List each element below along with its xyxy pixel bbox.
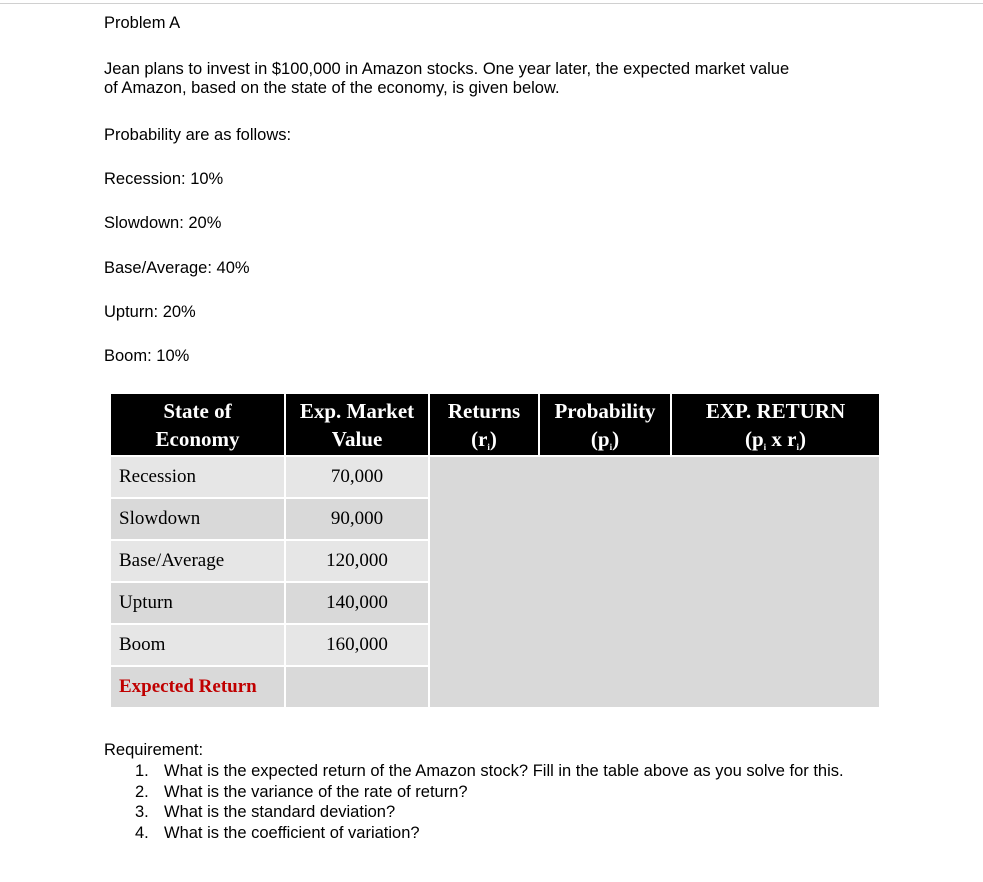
header-returns: Returns $(r_i)$ [429,394,539,456]
list-item: 2. What is the variance of the rate of return? [135,782,468,801]
state-cell: Upturn [111,582,285,624]
market-value-cell: 160,000 [285,624,429,666]
header-probability: Probability $(p_i)$ [539,394,671,456]
header-state-of-economy: State of Economy [111,394,285,456]
list-item: 3. What is the standard deviation? [135,803,396,821]
market-value-cell: 90,000 [285,498,429,540]
probability-base-average: Base/Average: 40% [104,259,250,277]
probability-boom: Boom: 10% [104,347,190,365]
expected-return-value-cell[interactable] [285,666,429,707]
market-value-cell: 70,000 [285,456,429,498]
header-exp-return: EXP. RETURN ($p_i$ x $r_i$) [671,394,879,456]
market-value-cell: 120,000 [285,540,429,582]
state-cell: Base/Average [111,540,285,582]
state-cell: Boom [111,624,285,666]
probability-recession: Recession: 10% [104,170,224,188]
state-cell: Recession [111,456,285,498]
market-value-cell: 140,000 [285,582,429,624]
intro-line-1: Jean plans to invest in $100,000 in Amazon stocks. One year later, the expected market value [104,60,790,78]
intro-paragraph [104,60,789,98]
state-cell: Slowdown [111,498,285,540]
probability-heading: Probability are as follows: [104,126,292,144]
expected-return-table [111,394,879,707]
table-row [111,456,879,498]
problem-title: Problem A [104,14,181,32]
header-exp-market-value: Exp. Market Value [285,394,429,456]
question-list [135,761,884,843]
list-item: 4. What is the coefficient of variation? [135,823,420,842]
intro-line-2: of Amazon, based on the state of the economy, is given below. [104,79,560,97]
requirement-heading: Requirement: [104,741,204,759]
expected-return-label: Expected Return [111,666,285,707]
list-item: 1. What is the expected return of the Amazon stock? Fill in the table above as you solve for this. [135,762,844,780]
probability-upturn: Upturn: 20% [104,303,196,321]
probability-slowdown: Slowdown: 20% [104,214,222,232]
page-top-border [0,3,983,4]
answer-area[interactable] [429,456,879,707]
table-header-row [111,394,879,456]
